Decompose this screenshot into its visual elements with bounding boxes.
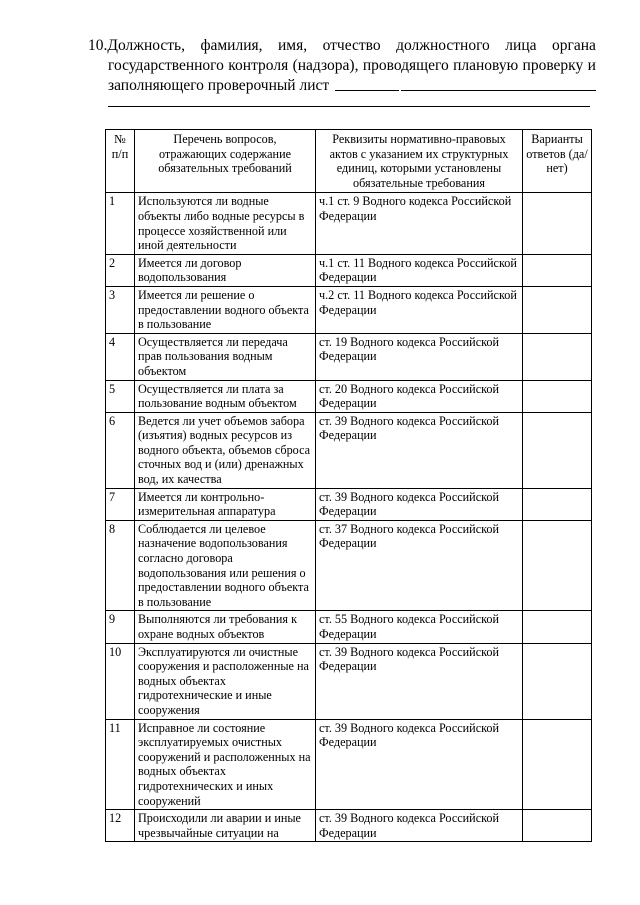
question-cell: Осуществляется ли передача прав пользования водным объектом (135, 333, 316, 380)
header-answer-options: Варианты ответов (да/нет) (523, 130, 592, 193)
reference-cell: ст. 39 Водного кодекса Российской Федерации (316, 719, 523, 810)
header-questions: Перечень вопросов, отражающих содержание обязательных требований (135, 130, 316, 193)
question-cell: Осуществляется ли плата за пользование водным объектом (135, 380, 316, 412)
row-number: 3 (106, 286, 135, 333)
answer-cell[interactable] (523, 643, 592, 719)
reference-cell: ст. 39 Водного кодекса Российской Федерации (316, 412, 523, 488)
word: контроля (228, 57, 289, 74)
word: государственного (108, 57, 224, 74)
table-row (106, 611, 592, 643)
row-number: 5 (106, 380, 135, 412)
paragraph-line-3-text: заполняющего проверочный лист (108, 77, 330, 94)
table-row (106, 520, 592, 611)
reference-cell: ст. 55 Водного кодекса Российской Федерации (316, 611, 523, 643)
word: 10.Должность, (88, 37, 185, 54)
table-row (106, 810, 592, 842)
reference-cell: ч.1 ст. 9 Водного кодекса Российской Федерации (316, 193, 523, 254)
word: проверку (522, 57, 584, 74)
reference-cell: ч.1 ст. 11 Водного кодекса Российской Федерации (316, 254, 523, 286)
word: органа (552, 37, 596, 54)
answer-cell[interactable] (523, 488, 592, 520)
question-cell: Соблюдается ли целевое назначение водопользования согласно договора водопользования или решения о предоставлении водного объекта в пользование (135, 520, 316, 611)
answer-cell[interactable] (523, 412, 592, 488)
table-row (106, 286, 592, 333)
reference-cell: ст. 39 Водного кодекса Российской Федерации (316, 810, 523, 842)
header-legal-references: Реквизиты нормативно-правовых актов с указанием их структурных единиц, которыми установлены обязательные требования (316, 130, 523, 193)
answer-cell[interactable] (523, 286, 592, 333)
question-cell: Исправное ли состояние эксплуатируемых очистных сооружений и расположенных на водных объектах гидротехнических и иных сооружений (135, 719, 316, 810)
table-row (106, 719, 592, 810)
reference-cell: ст. 39 Водного кодекса Российской Федерации (316, 488, 523, 520)
reference-cell: ст. 19 Водного кодекса Российской Федерации (316, 333, 523, 380)
word: лица (505, 37, 537, 54)
word: и (587, 57, 596, 74)
row-number: 2 (106, 254, 135, 286)
table-row (106, 488, 592, 520)
table-header-row (106, 130, 592, 193)
item-10-paragraph (88, 36, 596, 96)
reference-cell: ч.2 ст. 11 Водного кодекса Российской Федерации (316, 286, 523, 333)
question-cell: Имеется ли контрольно-измерительная аппаратура (135, 488, 316, 520)
reference-cell: ст. 37 Водного кодекса Российской Федерации (316, 520, 523, 611)
table-row (106, 380, 592, 412)
checklist-table (105, 129, 592, 842)
header-number: № п/п (106, 130, 135, 193)
answer-cell[interactable] (523, 254, 592, 286)
fill-in-line[interactable] (108, 106, 590, 107)
word: (надзора), (292, 57, 359, 74)
answer-cell[interactable] (523, 193, 592, 254)
question-cell: Ведется ли учет объемов забора (изъятия) водных ресурсов из водного объекта, объемов сброса сточных вод и (или) дренажных вод, их качества (135, 412, 316, 488)
table-row (106, 193, 592, 254)
row-number: 11 (106, 719, 135, 810)
question-cell: Имеется ли договор водопользования (135, 254, 316, 286)
answer-cell[interactable] (523, 520, 592, 611)
paragraph-line-3 (88, 76, 596, 96)
row-number: 12 (106, 810, 135, 842)
word: фамилия, (200, 37, 263, 54)
word: плановую (453, 57, 519, 74)
table-row (106, 643, 592, 719)
table-row (106, 412, 592, 488)
question-cell: Имеется ли решение о предоставлении водного объекта в пользование (135, 286, 316, 333)
paragraph-line-2 (88, 56, 596, 76)
answer-cell[interactable] (523, 611, 592, 643)
table-row (106, 254, 592, 286)
word: должностного (396, 37, 490, 54)
table-row (106, 333, 592, 380)
question-cell: Эксплуатируются ли очистные сооружения и расположенные на водных объектах гидротехнические и иные сооружения (135, 643, 316, 719)
reference-cell: ст. 20 Водного кодекса Российской Федерации (316, 380, 523, 412)
row-number: 7 (106, 488, 135, 520)
answer-cell[interactable] (523, 719, 592, 810)
answer-cell[interactable] (523, 380, 592, 412)
word: отчество (322, 37, 381, 54)
question-cell: Происходили ли аварии и иные чрезвычайные ситуации на (135, 810, 316, 842)
row-number: 1 (106, 193, 135, 254)
question-cell: Выполняются ли требования к охране водных объектов (135, 611, 316, 643)
row-number: 9 (106, 611, 135, 643)
reference-cell: ст. 39 Водного кодекса Российской Федерации (316, 643, 523, 719)
answer-cell[interactable] (523, 810, 592, 842)
row-number: 10 (106, 643, 135, 719)
row-number: 4 (106, 333, 135, 380)
word: имя, (278, 37, 308, 54)
fill-in-blank-short[interactable] (335, 76, 399, 91)
fill-in-blank-long[interactable] (401, 76, 596, 91)
row-number: 6 (106, 412, 135, 488)
question-cell: Используются ли водные объекты либо водные ресурсы в процессе хозяйственной или иной деятельности (135, 193, 316, 254)
word: проводящего (362, 57, 449, 74)
answer-cell[interactable] (523, 333, 592, 380)
row-number: 8 (106, 520, 135, 611)
paragraph-line-1 (88, 36, 596, 56)
